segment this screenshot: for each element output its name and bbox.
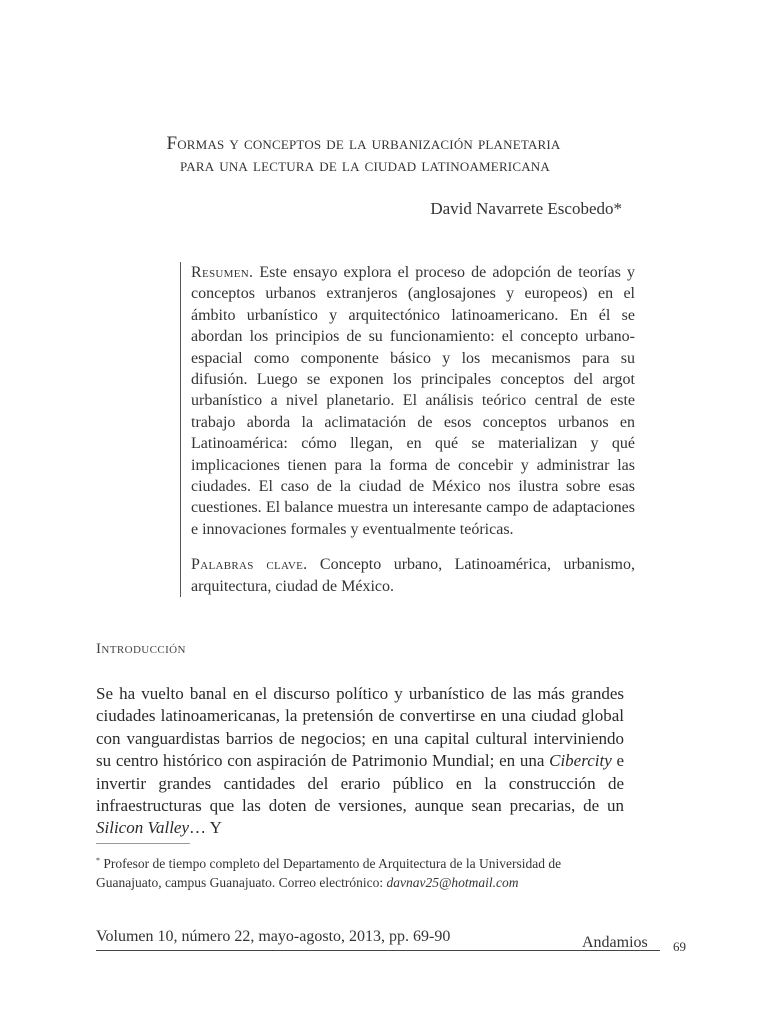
page-number: 69	[673, 939, 686, 954]
keywords-label: Palabras clave.	[191, 556, 308, 574]
abstract-text: Este ensayo explora el proceso de adopción de teorías y conceptos urbanos extranjeros (anglosajones y europeos) en el ámbito urbanístico y arquitectónico latinoamericano. En él se abordan los principios de su funcionamiento: el concepto urbano-espacial como componente básico y los mecanismos para su difusión. Luego se exponen los principales conceptos del argot urbanístico a nivel planetario. El análisis teórico central de este trabajo aborda la aclimatación de esos conceptos urbanos en Latinoamérica: cómo llegan, en qué se materializan y qué implicaciones tienen para la forma de concebir y administrar las ciudades. El caso de la ciudad de México nos ilustra sobre esas cuestiones. El balance muestra un interesante campo de adaptaciones e innovaciones formales y eventualmente teóricas.	[191, 264, 635, 538]
section-heading: Introducción	[96, 641, 186, 657]
author-name: David Navarrete Escobedo*	[430, 199, 622, 218]
abstract-label: Resumen.	[191, 264, 254, 281]
footnote	[96, 851, 626, 892]
keywords-paragraph	[191, 554, 635, 597]
body-text-part-1: Se ha vuelto banal en el discurso político y urbanístico de las más grandes ciudades latinoamericanas, la pretensión de convertirse en una ciudad global con vanguardistas barrios de negocios; en una capital cultural interviniendo su centro histórico con aspiración de Patrimonio Mundial; en una	[96, 684, 624, 771]
volume-info: Volumen 10, número 22, mayo-agosto, 2013, pp. 69-90	[96, 928, 451, 945]
footnote-text: Profesor de tiempo completo del Departamento de Arquitectura de la Universidad de Guanajuato, campus Guanajuato. Correo electrónico:	[96, 856, 562, 890]
footer-divider	[96, 950, 660, 951]
body-italic-cibercity: Cibercity	[549, 751, 612, 771]
abstract-block	[180, 262, 635, 597]
footnote-email: davnav25@hotmail.com	[386, 875, 519, 890]
body-text-part-3: … Y	[189, 818, 222, 838]
keywords-text: Concepto urbano, Latinoamérica, urbanismo, arquitectura, ciudad de México.	[191, 556, 635, 595]
article-title-line-2: para una lectura de la ciudad latinoamericana	[180, 155, 550, 176]
abstract-paragraph	[191, 262, 635, 540]
body-paragraph	[96, 683, 624, 840]
journal-name: Andamios	[582, 934, 648, 951]
body-italic-silicon-valley: Silicon Valley	[96, 818, 190, 838]
body-text-part-2: e invertir grandes cantidades del erario público en la construcción de infraestructuras que las doten de versiones, aunque sean precarias, de un	[96, 751, 625, 816]
article-title-line-1: Formas y conceptos de la urbanización planetaria	[166, 133, 561, 154]
footnote-divider	[96, 843, 190, 844]
footnote-marker: *	[96, 856, 100, 865]
